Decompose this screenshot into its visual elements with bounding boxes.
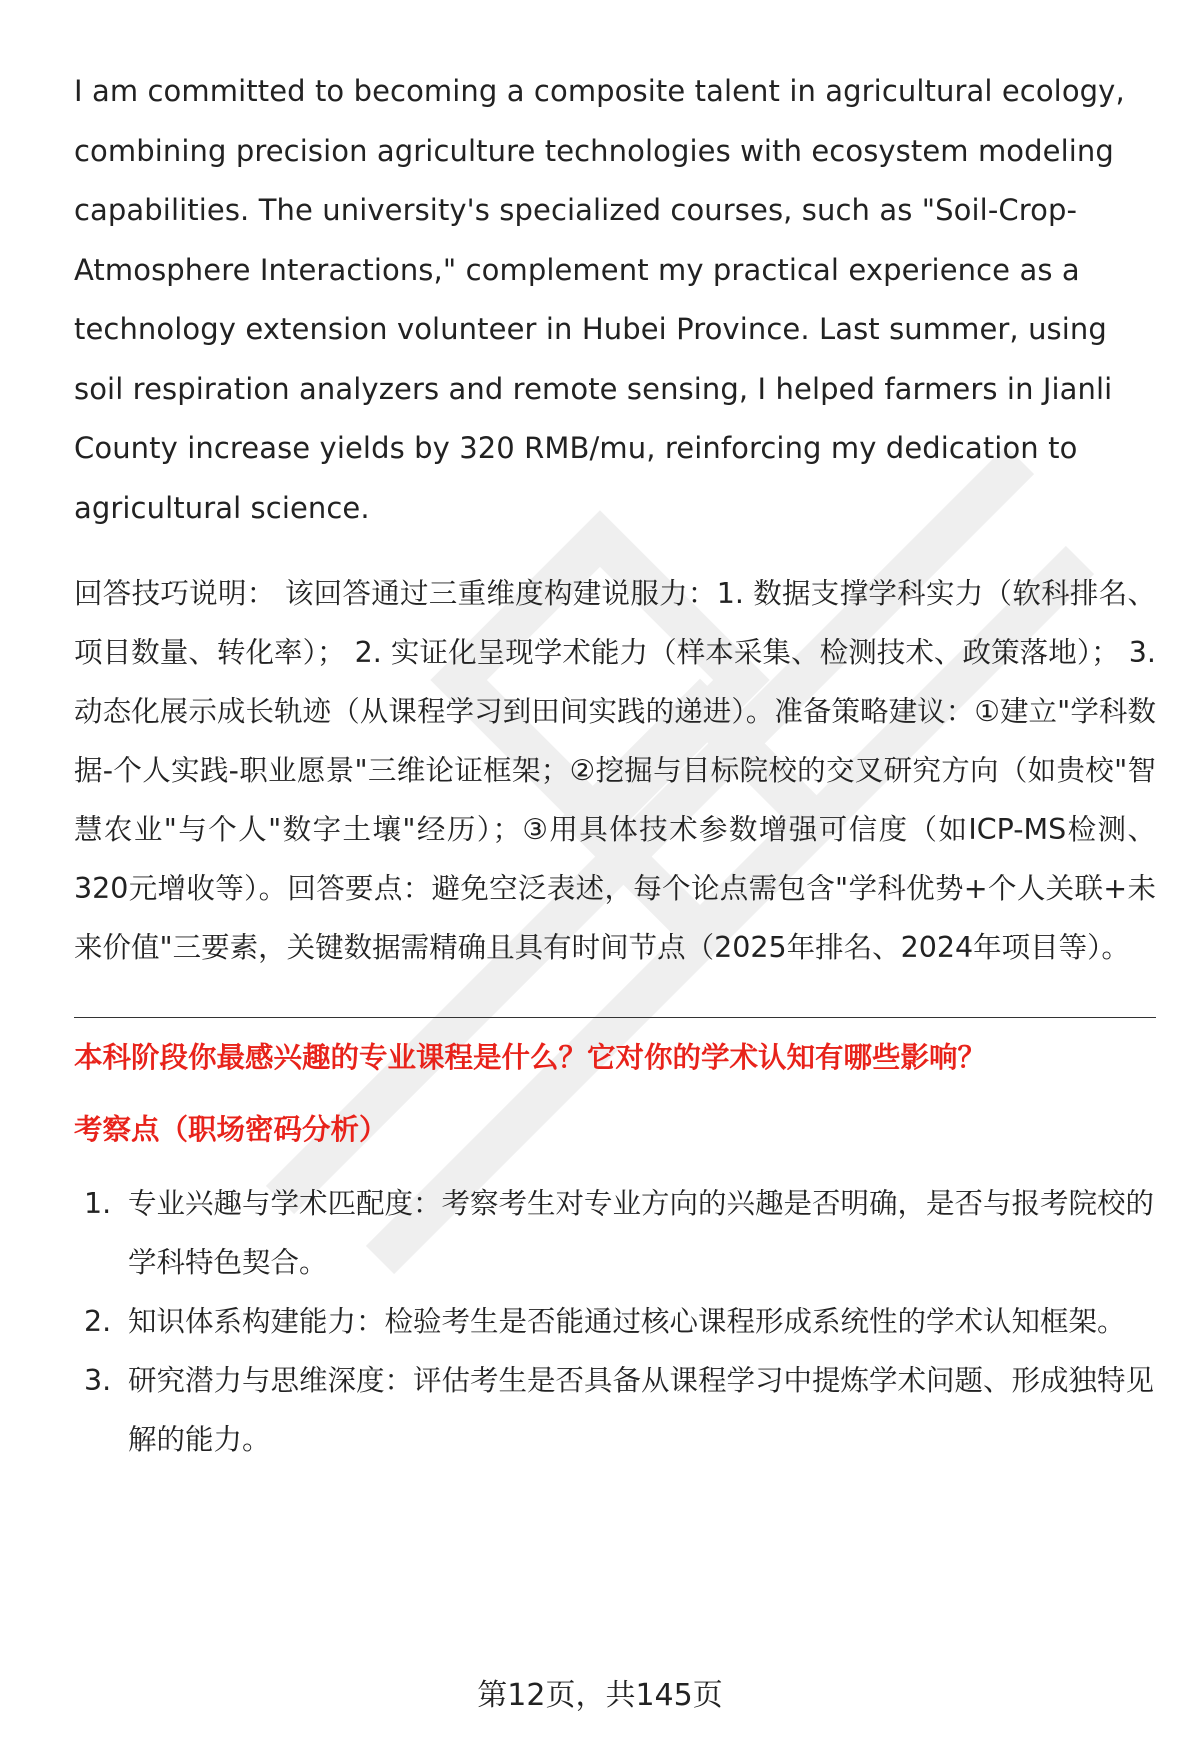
list-item-text: 专业兴趣与学术匹配度：考察考生对专业方向的兴趣是否明确，是否与报考院校的学科特色契合。 bbox=[128, 1187, 1155, 1279]
list-item-number: 1. bbox=[84, 1187, 112, 1220]
section-divider bbox=[74, 1017, 1156, 1018]
points-list bbox=[74, 1174, 1156, 1469]
list-item-text: 研究潜力与思维深度：评估考生是否具备从课程学习中提炼学术问题、形成独特见解的能力。 bbox=[128, 1364, 1155, 1456]
page-footer: 第12页，共145页 bbox=[477, 1678, 723, 1713]
question-title: 本科阶段你最感兴趣的专业课程是什么？它对你的学术认知有哪些影响？ bbox=[74, 1041, 987, 1074]
tips-paragraph: 回答技巧说明： 该回答通过三重维度构建说服力：1. 数据支撑学科实力（软科排名、项目数量、转化率）； 2. 实证化呈现学术能力（样本采集、检测技术、政策落地）； 3. 动态化展示成长轨迹（从课程学习到田间实践的递进）。准备策略建议：①建立"学科数据-个人实践-职业愿景"三维论证框架；②挖掘与目标院校的交叉研究方向（如贵校"智慧农业"与个人"数字土壤"经历）；③用具体技术参数增强可信度（如ICP-MS检测、320元增收等）。回答要点：避免空泛表述，每个论点需包含"学科优势+个人关联+未来价值"三要素，关键数据需精确且具有时间节点（2025年排名、2024年项目等）。 bbox=[74, 577, 1156, 964]
section-title: 考察点（职场密码分析） bbox=[74, 1113, 388, 1146]
list-item bbox=[74, 1174, 1156, 1292]
list-item-text: 知识体系构建能力：检验考生是否能通过核心课程形成系统性的学术认知框架。 bbox=[128, 1305, 1126, 1338]
document-page bbox=[74, 62, 1156, 1469]
list-item bbox=[74, 1292, 1156, 1351]
list-item-number: 2. bbox=[84, 1305, 112, 1338]
answer-paragraph: I am committed to becoming a composite talent in agricultural ecology, combining precision agriculture technologies with ecosystem modeling capabilities. The university's specialized courses, such as "Soil-Crop-Atmosphere Interactions," complement my practical experience as a technology extension volunteer in Hubei Province. Last summer, using soil respiration analyzers and remote sensing, I helped farmers in Jianli County increase yields by 320 RMB/mu, reinforcing my dedication to agricultural science. bbox=[74, 74, 1125, 525]
list-item-number: 3. bbox=[84, 1364, 112, 1397]
list-item bbox=[74, 1351, 1156, 1469]
